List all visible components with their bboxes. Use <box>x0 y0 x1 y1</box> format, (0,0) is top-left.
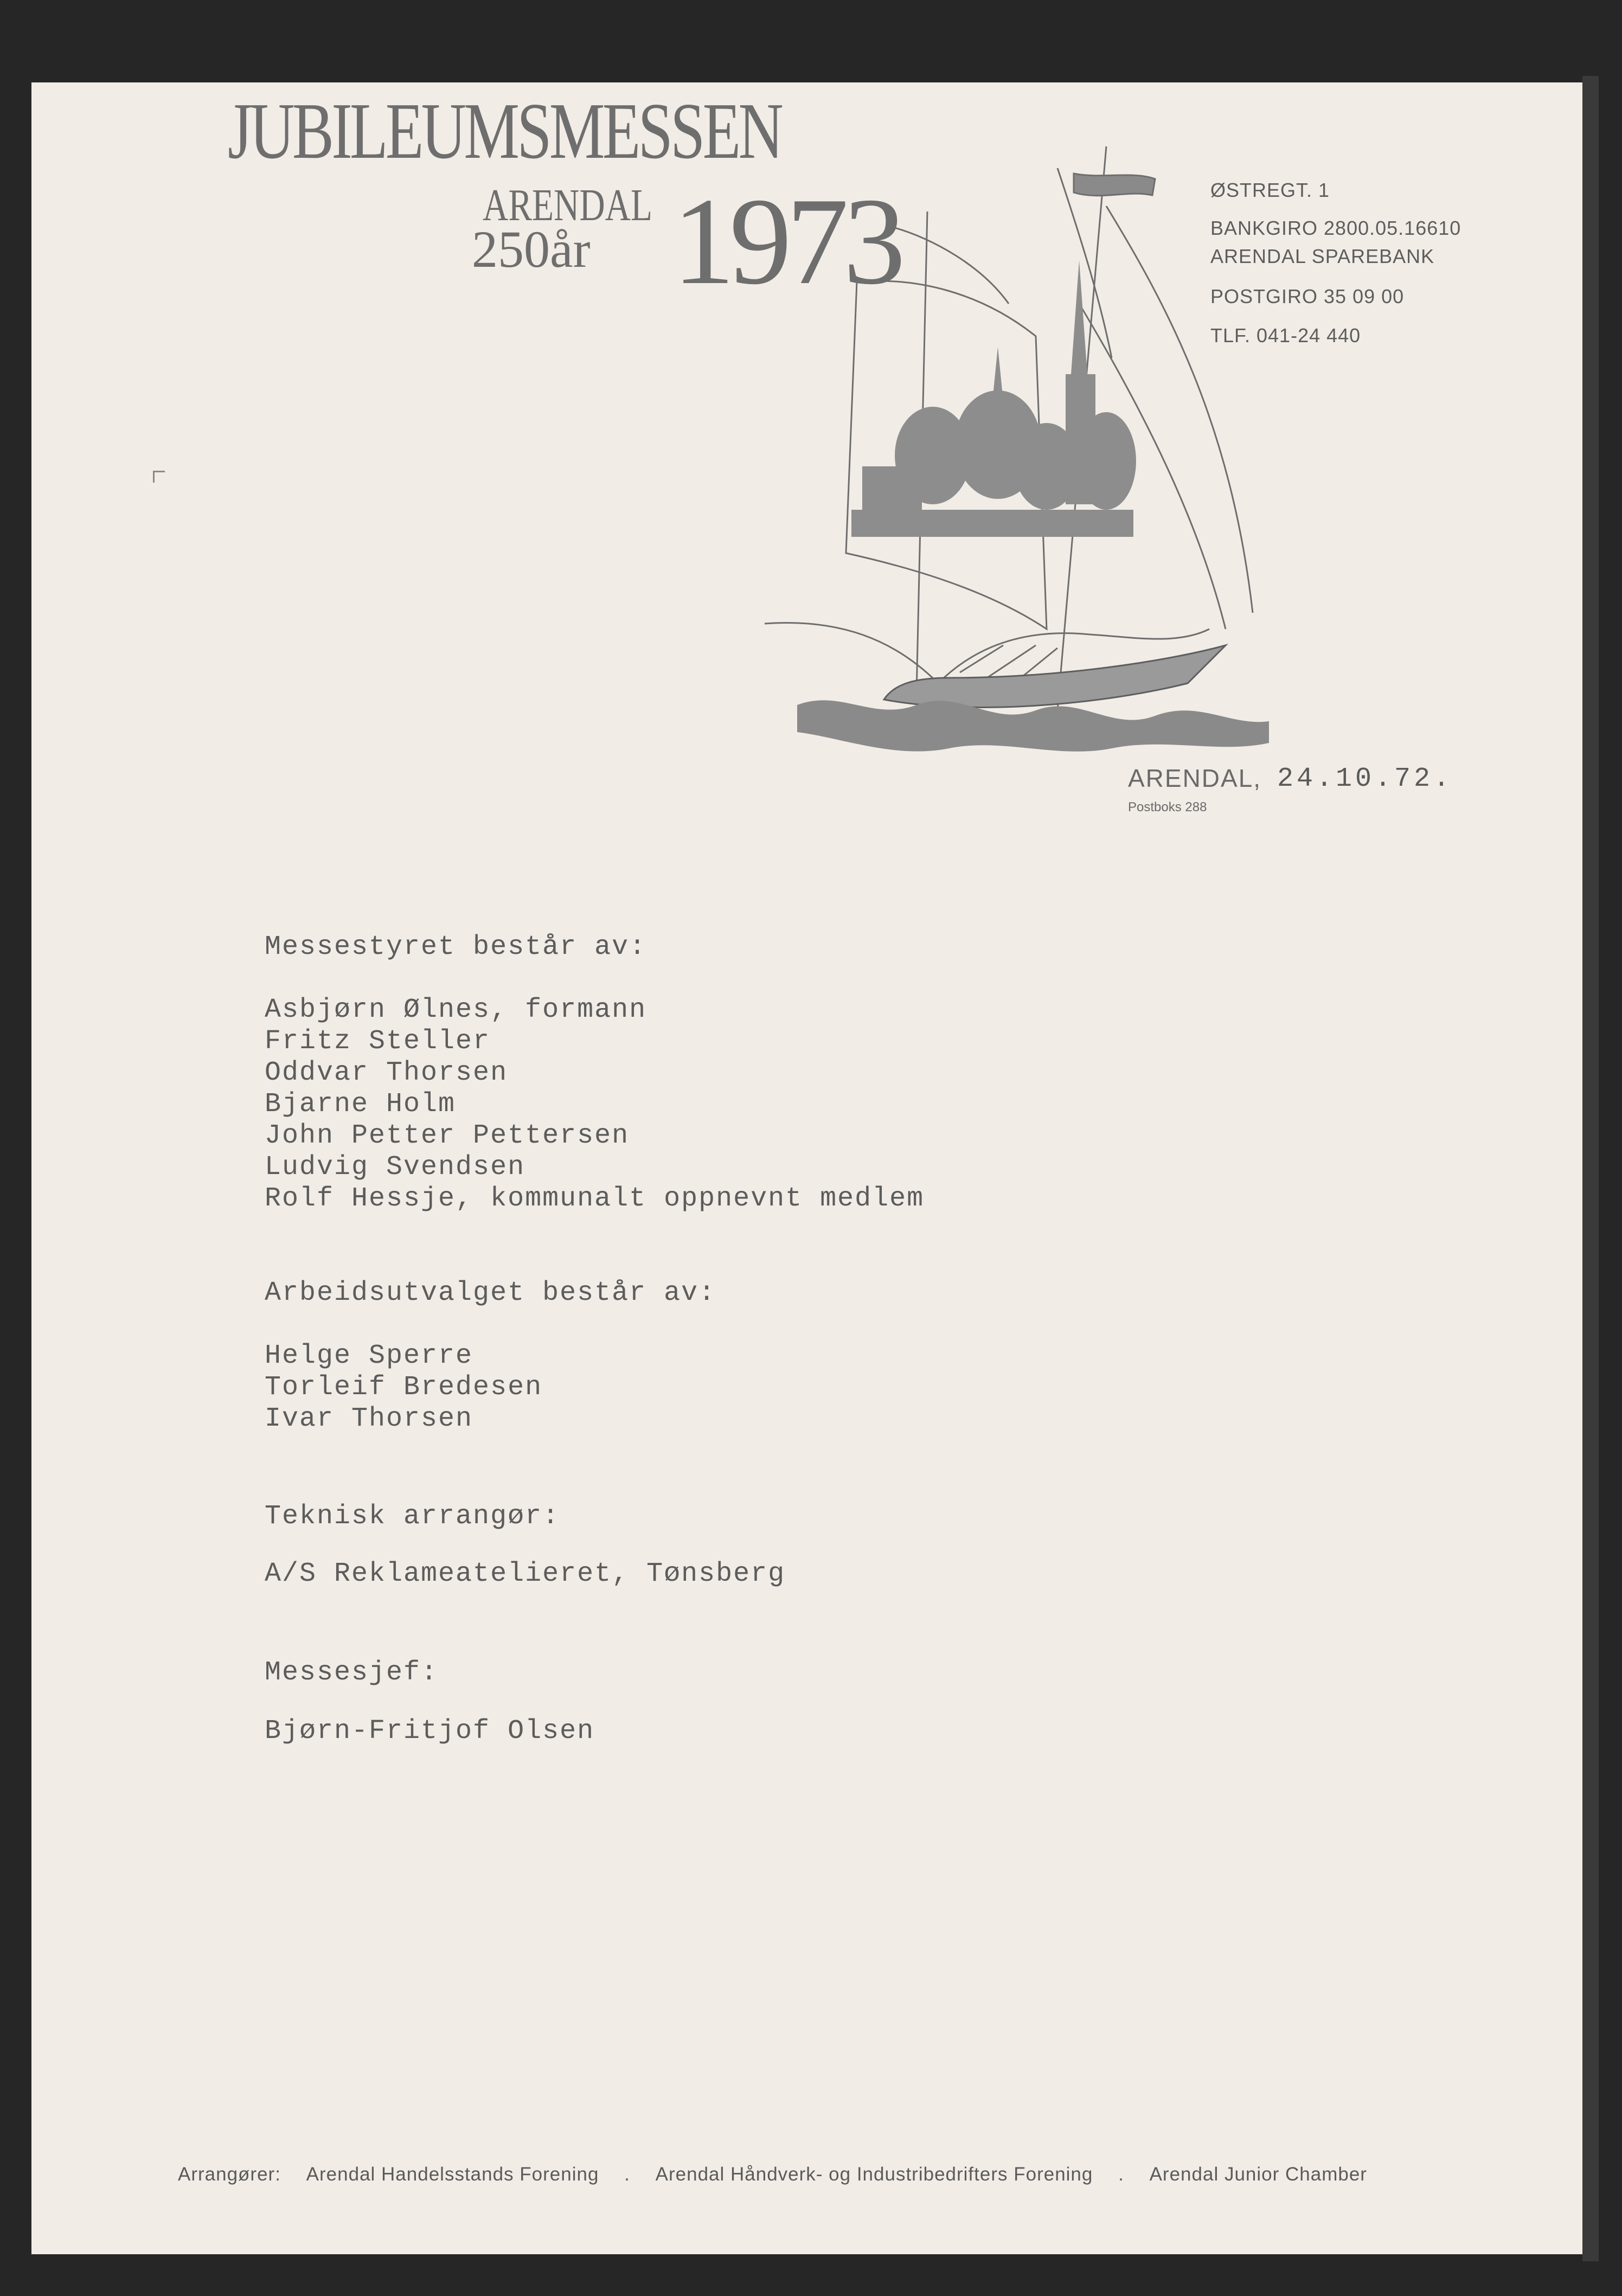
technical-heading: Teknisk arrangør: <box>265 1501 560 1532</box>
committee-member: Helge Sperre <box>265 1341 473 1371</box>
letter-place: ARENDAL, <box>1128 764 1262 792</box>
technical-organizer: A/S Reklameatelieret, Tønsberg <box>265 1559 786 1589</box>
board-member: Rolf Hessje, kommunalt oppnevnt medlem <box>265 1183 925 1214</box>
board-member: Asbjørn Ølnes, formann <box>265 995 647 1025</box>
board-member: Fritz Steller <box>265 1026 491 1057</box>
board-member: Ludvig Svendsen <box>265 1152 525 1183</box>
letterhead-year: 1973 <box>672 172 900 310</box>
page-edge <box>1582 76 1599 2261</box>
footer-separator: . <box>624 2164 630 2185</box>
footer-organizer: Arendal Handelsstands Forening <box>306 2164 599 2185</box>
letterhead-title: JUBILEUMSMESSEN <box>228 87 781 176</box>
footer-separator: . <box>1118 2164 1124 2185</box>
contact-bankgiro: BANKGIRO 2800.05.16610 <box>1210 217 1461 239</box>
footer-organizer: Arendal Håndverk- og Industribedrifters Forening <box>655 2164 1093 2185</box>
footer-label: Arrangører: <box>178 2164 281 2185</box>
committee-heading: Arbeidsutvalget består av: <box>265 1278 716 1309</box>
manager-heading: Messesjef: <box>265 1657 439 1688</box>
board-member: Oddvar Thorsen <box>265 1057 508 1088</box>
manager-name: Bjørn-Fritjof Olsen <box>265 1716 595 1747</box>
contact-postgiro: POSTGIRO 35 09 00 <box>1210 285 1405 307</box>
fold-mark <box>153 471 155 483</box>
letter-date: 24.10.72. <box>1277 764 1453 794</box>
footer-organizer: Arendal Junior Chamber <box>1149 2164 1367 2185</box>
fold-mark <box>153 471 165 472</box>
committee-member: Torleif Bredesen <box>265 1372 543 1403</box>
letterhead-po-box: Postboks 288 <box>1128 800 1207 814</box>
letterhead-city: ARENDAL <box>483 180 653 230</box>
contact-address: ØSTREGT. 1 <box>1210 179 1330 201</box>
letterhead-anniversary: 250år <box>472 220 591 278</box>
sailing-ship-icon <box>754 141 1323 770</box>
committee-member: Ivar Thorsen <box>265 1403 473 1434</box>
board-member: John Petter Pettersen <box>265 1120 630 1151</box>
footer-organizers <box>178 2164 1387 2185</box>
board-heading: Messestyret består av: <box>265 932 647 963</box>
contact-phone: TLF. 041-24 440 <box>1210 324 1361 347</box>
contact-bank: ARENDAL SPAREBANK <box>1210 245 1435 267</box>
board-member: Bjarne Holm <box>265 1089 456 1120</box>
